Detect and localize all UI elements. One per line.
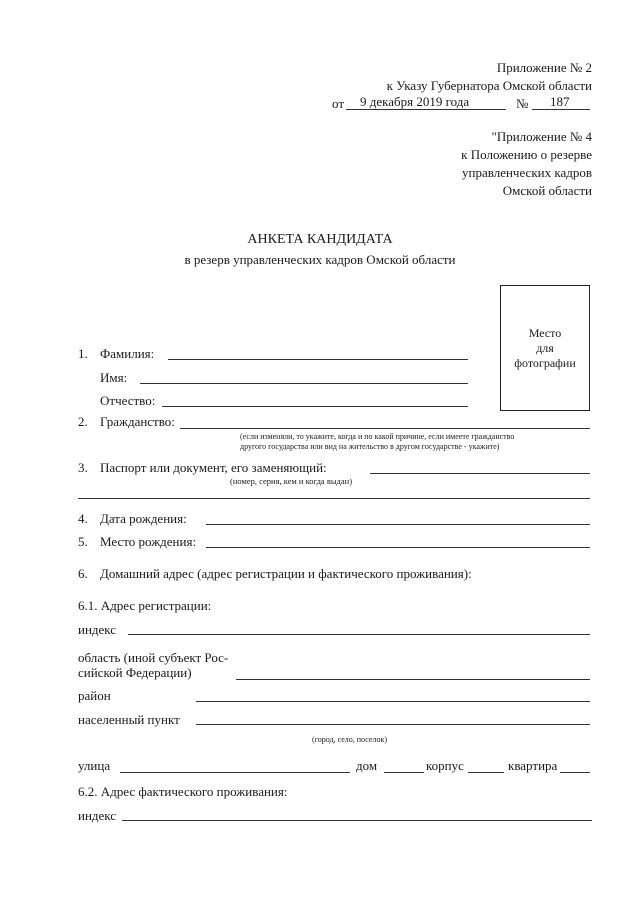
district-field[interactable] [196, 701, 590, 702]
number-prefix: № [516, 96, 529, 111]
house-label: дом [356, 758, 378, 773]
district-label: район [78, 688, 111, 703]
index2-label: индекс [78, 808, 117, 823]
surname-label: Фамилия: [100, 346, 155, 361]
citizenship-label: Гражданство: [100, 414, 175, 429]
citizenship-hint-1: (если изменяли, то укажите, когда и по какой причине, если имеете гражданство [240, 432, 515, 441]
appendix-2-label: Приложение № 2 [496, 60, 592, 75]
item-number-2: 2. [78, 414, 88, 429]
region-label-1: область (иной субъект Рос- [78, 650, 229, 665]
decree-reference: к Указу Губернатора Омской области [386, 78, 592, 93]
locality-hint: (город, село, поселок) [312, 735, 387, 744]
photo-label-3: фотографии [514, 356, 576, 370]
birth-date-label: Дата рождения: [100, 511, 187, 526]
actual-address-heading: 6.2. Адрес фактического проживания: [78, 784, 288, 799]
apartment-label: квартира [508, 758, 558, 773]
index-field[interactable] [128, 634, 590, 635]
passport-label: Паспорт или документ, его заменяющий: [100, 460, 327, 475]
item-number-4: 4. [78, 511, 88, 526]
birth-date-field[interactable] [206, 524, 590, 525]
item-number-1: 1. [78, 346, 88, 361]
passport-hint: (номер, серия, кем и когда выдан) [230, 476, 353, 486]
appendix-4-label: "Приложение № 4 [491, 129, 592, 144]
photo-placeholder [500, 285, 590, 411]
photo-label-2: для [536, 341, 554, 355]
item-number-5: 5. [78, 534, 88, 549]
apartment-field[interactable] [560, 772, 590, 773]
region-field[interactable] [236, 679, 590, 680]
patronymic-field[interactable] [162, 406, 468, 407]
appendix-4-line3: управленческих кадров [462, 165, 592, 180]
region-label-2: сийской Федерации) [78, 665, 192, 680]
birth-place-field[interactable] [206, 547, 590, 548]
index2-field[interactable] [122, 820, 592, 821]
house-field[interactable] [384, 772, 424, 773]
surname-field[interactable] [168, 359, 468, 360]
decree-number: 187 [550, 94, 570, 109]
patronymic-label: Отчество: [100, 393, 156, 408]
index-label: индекс [78, 622, 117, 637]
decree-date: 9 декабря 2019 года [360, 94, 470, 109]
form-title: АНКЕТА КАНДИДАТА [247, 232, 393, 247]
citizenship-field[interactable] [180, 428, 590, 429]
item-number-3: 3. [78, 460, 88, 475]
birth-place-label: Место рождения: [100, 534, 197, 549]
photo-label-1: Место [528, 326, 562, 340]
locality-label: населенный пункт [78, 712, 180, 727]
street-label: улица [78, 758, 111, 773]
citizenship-hint-2: другого государства или вид на жительство в другом государстве - укажите) [240, 442, 500, 451]
locality-field[interactable] [196, 724, 590, 725]
home-address-heading: Домашний адрес (адрес регистрации и фактического проживания): [100, 566, 472, 581]
registration-address-heading: 6.1. Адрес регистрации: [78, 598, 212, 613]
passport-field[interactable] [370, 473, 590, 474]
date-prefix: от [332, 96, 345, 111]
street-field[interactable] [120, 772, 350, 773]
form-subtitle: в резерв управленческих кадров Омской области [184, 252, 456, 267]
building-label: корпус [426, 758, 464, 773]
number-underline [532, 109, 590, 110]
appendix-4-line2: к Положению о резерве [461, 147, 592, 162]
item-number-6: 6. [78, 566, 88, 581]
date-underline [346, 109, 506, 110]
passport-field-continued[interactable] [78, 498, 590, 499]
name-label: Имя: [100, 370, 128, 385]
building-field[interactable] [468, 772, 504, 773]
name-field[interactable] [140, 383, 468, 384]
appendix-4-line4: Омской области [502, 183, 592, 198]
